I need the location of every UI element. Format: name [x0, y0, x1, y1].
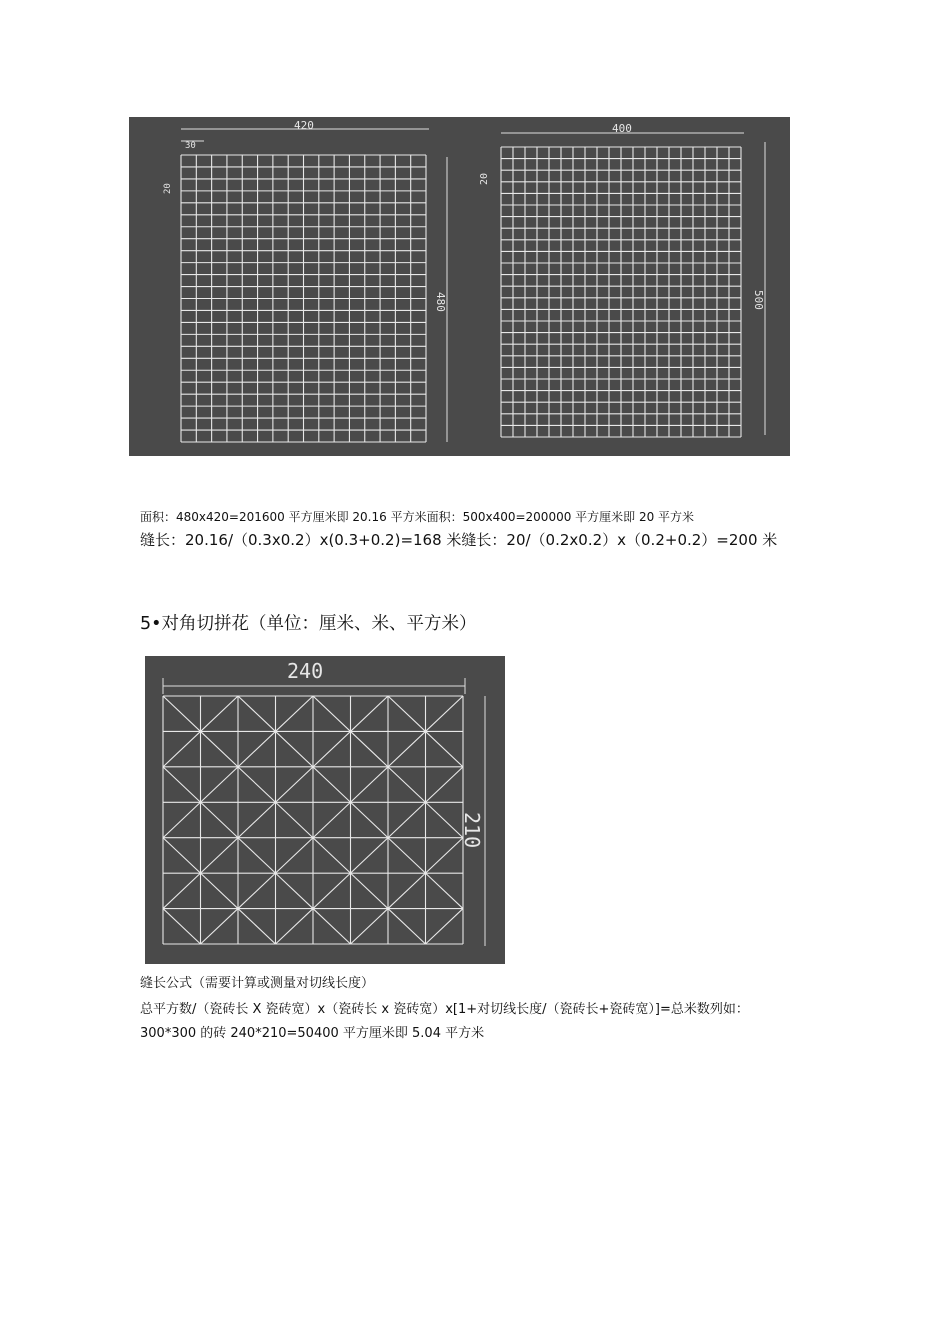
- grid-line: [426, 802, 464, 837]
- section-title: 5•对角切拼花（单位：厘米、米、平方米）: [140, 614, 477, 634]
- left-tile-width-label: 30: [185, 141, 196, 151]
- diagonal-pattern-figure: [145, 656, 505, 964]
- grid-line: [351, 838, 389, 873]
- right-height-label: 500: [752, 290, 765, 310]
- grid-line: [351, 802, 389, 837]
- grid-line: [388, 909, 426, 944]
- grid-line: [201, 873, 239, 908]
- grid-line: [388, 802, 426, 837]
- grid-line: [276, 767, 314, 802]
- diagonal-pattern-drawing: [145, 656, 505, 964]
- grid-line: [276, 873, 314, 908]
- grid-line: [351, 909, 389, 944]
- tile-grid-figure: [129, 117, 790, 456]
- grid-line: [426, 767, 464, 802]
- area-calculation: 面积：480x420=201600 平方厘米即 20.16 平方米面积：500x400=200000 平方厘米即 20 平方米: [140, 510, 695, 524]
- grid-line: [163, 909, 201, 944]
- formula-title: 缝长公式（需要计算或测量对切线长度）: [140, 976, 375, 991]
- right-width-label: 400: [612, 122, 632, 135]
- grid-line: [201, 909, 239, 944]
- grid-line: [351, 731, 389, 766]
- grid-line: [201, 696, 239, 731]
- grid-line: [388, 873, 426, 908]
- grid-line: [163, 838, 201, 873]
- figure2-width-label: 240: [287, 659, 324, 683]
- grid-line: [351, 873, 389, 908]
- grid-line: [201, 838, 239, 873]
- grid-line: [238, 767, 276, 802]
- grid-line: [313, 838, 351, 873]
- grid-line: [276, 731, 314, 766]
- grid-line: [163, 802, 201, 837]
- grid-line: [238, 731, 276, 766]
- grid-line: [351, 767, 389, 802]
- grid-line: [201, 802, 239, 837]
- grid-line: [238, 696, 276, 731]
- grid-line: [313, 873, 351, 908]
- grid-line: [426, 838, 464, 873]
- grid-line: [163, 873, 201, 908]
- grid-line: [313, 696, 351, 731]
- grid-line: [426, 909, 464, 944]
- grid-line: [313, 767, 351, 802]
- grid-line: [388, 731, 426, 766]
- formula-text: 总平方数/（瓷砖长 X 瓷砖宽）x（瓷砖长 x 瓷砖宽）x[1+对切线长度/（瓷砖长+瓷砖宽）]=总米数列如：: [140, 1002, 749, 1017]
- grid-line: [388, 838, 426, 873]
- grid-line: [163, 696, 201, 731]
- grid-line: [351, 696, 389, 731]
- grid-line: [313, 909, 351, 944]
- seam-length-calculation: 缝长：20.16/（0.3x0.2）x(0.3+0.2)=168 米缝长：20/（0.2x0.2）x（0.2+0.2）=200 米: [140, 531, 778, 549]
- grid-line: [276, 909, 314, 944]
- left-tile-height-label: 20: [163, 183, 173, 194]
- tile-grid-drawing: [129, 117, 790, 456]
- grid-line: [388, 767, 426, 802]
- grid-line: [426, 731, 464, 766]
- left-width-label: 420: [294, 119, 314, 132]
- grid-line: [426, 696, 464, 731]
- grid-line: [238, 873, 276, 908]
- grid-line: [313, 731, 351, 766]
- grid-line: [163, 767, 201, 802]
- grid-line: [201, 731, 239, 766]
- grid-line: [276, 802, 314, 837]
- grid-line: [276, 838, 314, 873]
- grid-line: [238, 838, 276, 873]
- figure2-height-label: 210: [460, 812, 484, 849]
- grid-line: [313, 802, 351, 837]
- grid-line: [238, 802, 276, 837]
- grid-line: [388, 696, 426, 731]
- example-text: 300*300 的砖 240*210=50400 平方厘米即 5.04 平方米: [140, 1026, 485, 1041]
- left-height-label: 480: [434, 292, 447, 312]
- grid-line: [426, 873, 464, 908]
- grid-line: [163, 731, 201, 766]
- grid-line: [276, 696, 314, 731]
- grid-line: [201, 767, 239, 802]
- right-tile-height-label: 20: [479, 172, 490, 185]
- grid-line: [238, 909, 276, 944]
